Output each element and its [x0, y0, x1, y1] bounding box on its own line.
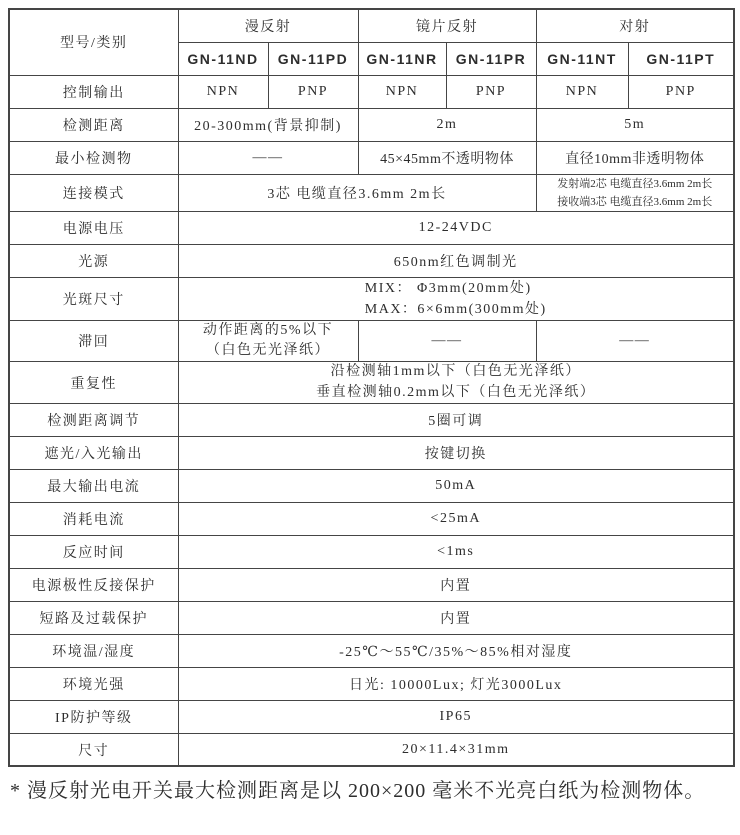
row-min-object — [9, 141, 734, 174]
connection-through-beam — [536, 174, 734, 211]
control-output-gn-11nr: NPN — [358, 75, 446, 108]
control-output-gn-11nd: NPN — [178, 75, 268, 108]
category-diffuse: 漫反射 — [178, 9, 358, 42]
row-output-mode — [9, 436, 734, 469]
response-time-value: <1ms — [178, 535, 734, 568]
corner-cell-model-category: 型号/类别 — [9, 9, 178, 75]
connection-main: 3芯 电缆直径3.6mm 2m长 — [178, 174, 536, 211]
short-circuit-protection-value: 内置 — [178, 601, 734, 634]
row-label-control-output: 控制输出 — [9, 75, 178, 108]
sensing-distance-diffuse: 20-300mm(背景抑制) — [178, 108, 358, 141]
row-label-spot-size: 光斑尺寸 — [9, 277, 178, 320]
row-repeatability — [9, 362, 734, 404]
supply-voltage-value: 12-24VDC — [178, 211, 734, 244]
control-output-gn-11pr: PNP — [446, 75, 536, 108]
min-object-retroreflective: 45×45mm不透明物体 — [358, 141, 536, 174]
row-hysteresis — [9, 320, 734, 362]
row-consumption-current — [9, 502, 734, 535]
consumption-current-value: <25mA — [178, 502, 734, 535]
min-object-diffuse: —— — [178, 141, 358, 174]
row-label-ambient-temp-humidity: 环境温/湿度 — [9, 634, 178, 667]
repeatability-value — [178, 362, 734, 404]
row-sensing-distance — [9, 108, 734, 141]
output-mode-value: 按键切换 — [178, 436, 734, 469]
hysteresis-diffuse-line2: （白色无光泽纸） — [206, 343, 330, 359]
row-spot-size — [9, 277, 734, 320]
row-label-connection: 连接模式 — [9, 174, 178, 211]
row-label-dimensions: 尺寸 — [9, 733, 178, 766]
ambient-temp-humidity-value: -25℃～55℃/35%～85%相对湿度 — [178, 634, 734, 667]
model-gn-11pr: GN-11PR — [446, 42, 536, 75]
repeatability-line2: 垂直检测轴0.2mm以下（白色无光泽纸） — [316, 384, 596, 400]
model-gn-11pt: GN-11PT — [628, 42, 734, 75]
row-supply-voltage — [9, 211, 734, 244]
row-ip-rating — [9, 700, 734, 733]
light-source-value: 650nm红色调制光 — [178, 244, 734, 277]
row-label-supply-voltage: 电源电压 — [9, 211, 178, 244]
connection-through-beam-line1: 发射端2芯 电缆直径3.6mm 2m长 — [557, 177, 713, 190]
distance-adjust-value: 5圈可调 — [178, 403, 734, 436]
row-max-output-current — [9, 469, 734, 502]
row-connection — [9, 174, 734, 211]
model-gn-11nd: GN-11ND — [178, 42, 268, 75]
hysteresis-diffuse — [178, 320, 358, 362]
control-output-gn-11pt: PNP — [628, 75, 734, 108]
ip-rating-value: IP65 — [178, 700, 734, 733]
hysteresis-retroreflective: —— — [358, 320, 536, 362]
row-ambient-temp-humidity — [9, 634, 734, 667]
ambient-light-value: 日光: 10000Lux; 灯光3000Lux — [178, 667, 734, 700]
model-gn-11nr: GN-11NR — [358, 42, 446, 75]
dimensions-value: 20×11.4×31mm — [178, 733, 734, 766]
row-label-consumption-current: 消耗电流 — [9, 502, 178, 535]
category-retroreflective: 镜片反射 — [358, 9, 536, 42]
min-object-through-beam: 直径10mm非透明物体 — [536, 141, 734, 174]
hysteresis-diffuse-line1: 动作距离的5%以下 — [202, 322, 334, 338]
row-label-hysteresis: 滞回 — [9, 320, 178, 362]
header-category-row — [9, 9, 734, 42]
hysteresis-through-beam: —— — [536, 320, 734, 362]
category-through-beam: 对射 — [536, 9, 734, 42]
row-label-sensing-distance: 检测距离 — [9, 108, 178, 141]
row-label-reverse-polarity-protection: 电源极性反接保护 — [9, 568, 178, 601]
row-dimensions — [9, 733, 734, 766]
row-label-max-output-current: 最大输出电流 — [9, 469, 178, 502]
spot-size-line1: MIX： Φ3mm(20mm处) — [364, 280, 532, 296]
sensing-distance-retroreflective: 2m — [358, 108, 536, 141]
footnote: * 漫反射光电开关最大检测距离是以 200×200 毫米不光亮白纸为检测物体。 — [10, 780, 706, 803]
row-label-response-time: 反应时间 — [9, 535, 178, 568]
connection-through-beam-line2: 接收端3芯 电缆直径3.6mm 2m长 — [557, 195, 713, 208]
model-gn-11nt: GN-11NT — [536, 42, 628, 75]
spot-size-value — [178, 277, 734, 320]
spot-size-line2: MAX：6×6mm(300mm处) — [364, 301, 547, 317]
row-reverse-polarity-protection — [9, 568, 734, 601]
row-control-output — [9, 75, 734, 108]
max-output-current-value: 50mA — [178, 469, 734, 502]
row-label-ip-rating: IP防护等级 — [9, 700, 178, 733]
row-label-distance-adjust: 检测距离调节 — [9, 403, 178, 436]
sensing-distance-through-beam: 5m — [536, 108, 734, 141]
spec-table — [8, 8, 735, 767]
row-label-short-circuit-protection: 短路及过载保护 — [9, 601, 178, 634]
row-response-time — [9, 535, 734, 568]
model-gn-11pd: GN-11PD — [268, 42, 358, 75]
repeatability-line1: 沿检测轴1mm以下（白色无光泽纸） — [330, 364, 581, 380]
row-distance-adjust — [9, 403, 734, 436]
row-short-circuit-protection — [9, 601, 734, 634]
row-label-ambient-light: 环境光强 — [9, 667, 178, 700]
row-light-source — [9, 244, 734, 277]
row-label-output-mode: 遮光/入光输出 — [9, 436, 178, 469]
row-label-light-source: 光源 — [9, 244, 178, 277]
row-ambient-light — [9, 667, 734, 700]
control-output-gn-11pd: PNP — [268, 75, 358, 108]
control-output-gn-11nt: NPN — [536, 75, 628, 108]
row-label-repeatability: 重复性 — [9, 362, 178, 404]
reverse-polarity-protection-value: 内置 — [178, 568, 734, 601]
row-label-min-object: 最小检测物 — [9, 141, 178, 174]
